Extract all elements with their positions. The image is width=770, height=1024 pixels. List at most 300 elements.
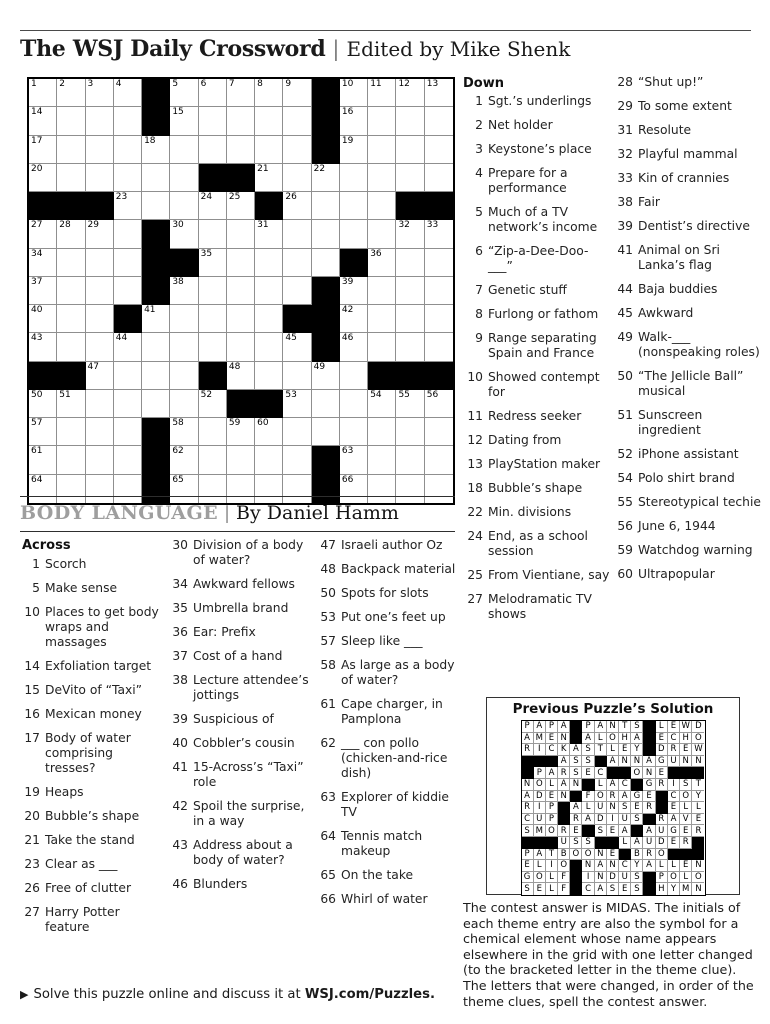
grid-cell[interactable] xyxy=(29,107,57,135)
grid-cell-black xyxy=(396,192,424,220)
solution-cell-letter: B xyxy=(631,849,643,861)
grid-cell[interactable] xyxy=(57,333,85,361)
clue-number: 59 xyxy=(617,543,633,557)
grid-cell[interactable] xyxy=(114,390,142,418)
clue-number: 63 xyxy=(320,790,336,804)
solution-cell-black xyxy=(619,849,631,861)
grid-cell[interactable] xyxy=(425,79,453,107)
solution-cell-black xyxy=(643,883,655,895)
grid-cell[interactable] xyxy=(114,418,142,446)
grid-cell[interactable] xyxy=(312,362,340,390)
grid-cell[interactable] xyxy=(283,390,311,418)
solution-cell-letter: U xyxy=(595,802,607,814)
clue-number: 42 xyxy=(172,799,188,813)
grid-cell[interactable] xyxy=(114,220,142,248)
grid-cell[interactable] xyxy=(425,249,453,277)
grid-cell[interactable] xyxy=(368,107,396,135)
grid-cell-number: 8 xyxy=(257,79,263,89)
clue-number: 27 xyxy=(24,905,40,919)
solution-cell-letter: A xyxy=(558,721,570,733)
grid-cell-black xyxy=(312,277,340,305)
grid-cell[interactable] xyxy=(283,362,311,390)
grid-cell[interactable] xyxy=(170,192,198,220)
grid-cell[interactable] xyxy=(255,136,283,164)
grid-cell[interactable] xyxy=(29,79,57,107)
grid-cell[interactable] xyxy=(170,418,198,446)
grid-cell[interactable] xyxy=(283,164,311,192)
clue-item xyxy=(168,712,315,727)
grid-cell[interactable] xyxy=(227,220,255,248)
grid-cell-black xyxy=(312,136,340,164)
clue-item xyxy=(463,118,612,133)
grid-cell[interactable] xyxy=(255,305,283,333)
grid-cell[interactable] xyxy=(86,418,114,446)
grid-cell[interactable] xyxy=(142,192,170,220)
grid-cell-number: 18 xyxy=(144,135,156,146)
grid-cell[interactable] xyxy=(340,305,368,333)
solution-cell-letter: G xyxy=(668,825,680,837)
grid-cell-black xyxy=(57,192,85,220)
clue-text: PlayStation maker xyxy=(488,457,601,471)
solution-cell-letter: D xyxy=(595,814,607,826)
grid-cell[interactable] xyxy=(425,446,453,474)
grid-cell[interactable] xyxy=(283,418,311,446)
grid-cell[interactable] xyxy=(312,220,340,248)
grid-cell[interactable] xyxy=(340,107,368,135)
grid-cell[interactable] xyxy=(199,220,227,248)
solution-cell-letter: S xyxy=(582,756,594,768)
grid-cell[interactable] xyxy=(396,277,424,305)
grid-cell[interactable] xyxy=(114,362,142,390)
grid-cell[interactable] xyxy=(114,446,142,474)
grid-cell[interactable] xyxy=(170,136,198,164)
solution-cell-black xyxy=(668,849,680,861)
grid-cell[interactable] xyxy=(86,136,114,164)
grid-cell[interactable] xyxy=(114,192,142,220)
grid-cell[interactable] xyxy=(29,418,57,446)
clue-text: Explorer of kiddie TV xyxy=(341,790,449,819)
clue-text: Free of clutter xyxy=(45,881,131,895)
clue-number: 18 xyxy=(467,481,483,495)
grid-cell[interactable] xyxy=(255,333,283,361)
solution-cell-letter: E xyxy=(619,883,631,895)
clue-item xyxy=(463,283,612,298)
grid-cell[interactable] xyxy=(29,277,57,305)
grid-cell[interactable] xyxy=(368,164,396,192)
grid-cell[interactable] xyxy=(86,333,114,361)
grid-cell[interactable] xyxy=(340,446,368,474)
grid-cell[interactable] xyxy=(170,446,198,474)
clue-item xyxy=(613,219,765,234)
solution-cell-letter: E xyxy=(656,733,668,745)
solution-cell-black xyxy=(619,767,631,779)
clue-number: 32 xyxy=(617,147,633,161)
grid-cell[interactable] xyxy=(312,249,340,277)
grid-cell-black xyxy=(227,390,255,418)
grid-cell[interactable] xyxy=(368,136,396,164)
grid-cell[interactable] xyxy=(142,390,170,418)
grid-cell-number: 42 xyxy=(341,305,354,316)
across-clues-column-1 xyxy=(20,557,166,944)
grid-cell[interactable] xyxy=(170,362,198,390)
grid-cell[interactable] xyxy=(283,220,311,248)
grid-cell[interactable] xyxy=(396,418,424,446)
solution-cell-letter: E xyxy=(546,791,558,803)
solution-cell-letter: S xyxy=(607,883,619,895)
grid-cell[interactable] xyxy=(425,107,453,135)
grid-cell[interactable] xyxy=(199,79,227,107)
grid-cell[interactable] xyxy=(340,164,368,192)
grid-cell[interactable] xyxy=(283,249,311,277)
clue-number: 58 xyxy=(320,658,336,672)
grid-cell[interactable] xyxy=(368,305,396,333)
grid-cell[interactable] xyxy=(368,277,396,305)
grid-cell-number: 17 xyxy=(31,135,43,146)
clue-text: Polo shirt brand xyxy=(638,471,735,485)
grid-cell[interactable] xyxy=(255,446,283,474)
solution-cell-letter: S xyxy=(619,802,631,814)
solution-cell-letter: L xyxy=(680,802,692,814)
grid-cell[interactable] xyxy=(57,107,85,135)
grid-cell[interactable] xyxy=(86,249,114,277)
grid-cell[interactable] xyxy=(396,390,424,418)
grid-cell[interactable] xyxy=(170,107,198,135)
grid-cell[interactable] xyxy=(142,333,170,361)
grid-cell[interactable] xyxy=(368,249,396,277)
grid-cell[interactable] xyxy=(396,446,424,474)
grid-cell[interactable] xyxy=(57,79,85,107)
clue-item xyxy=(168,538,315,568)
grid-cell[interactable] xyxy=(227,333,255,361)
grid-cell[interactable] xyxy=(86,446,114,474)
grid-cell-number: 51 xyxy=(59,389,71,400)
grid-cell[interactable] xyxy=(340,79,368,107)
grid-cell[interactable] xyxy=(283,79,311,107)
clue-text: Genetic stuff xyxy=(488,283,567,297)
solution-cell-letter: N xyxy=(692,756,704,768)
solution-cell-letter: O xyxy=(546,825,558,837)
grid-cell[interactable] xyxy=(368,418,396,446)
grid-cell[interactable] xyxy=(86,164,114,192)
grid-cell[interactable] xyxy=(227,192,255,220)
grid-cell[interactable] xyxy=(340,136,368,164)
grid-cell[interactable] xyxy=(57,164,85,192)
solution-cell-letter: M xyxy=(534,733,546,745)
solution-cell-letter: P xyxy=(546,721,558,733)
grid-cell[interactable] xyxy=(142,362,170,390)
grid-cell[interactable] xyxy=(199,277,227,305)
grid-cell[interactable] xyxy=(255,220,283,248)
grid-cell[interactable] xyxy=(199,192,227,220)
grid-cell-number: 27 xyxy=(31,220,43,231)
grid-cell[interactable] xyxy=(255,362,283,390)
grid-cell[interactable] xyxy=(227,107,255,135)
grid-cell[interactable] xyxy=(199,390,227,418)
grid-cell[interactable] xyxy=(396,249,424,277)
grid-cell-number: 63 xyxy=(341,446,354,457)
grid-cell[interactable] xyxy=(312,390,340,418)
clue-item xyxy=(168,673,315,703)
grid-cell[interactable] xyxy=(340,277,368,305)
clue-number: 51 xyxy=(617,408,633,422)
grid-cell[interactable] xyxy=(199,446,227,474)
grid-cell-number: 3 xyxy=(87,79,94,89)
clue-text: Harry Potter feature xyxy=(45,905,120,934)
grid-cell[interactable] xyxy=(114,249,142,277)
solution-cell-letter: H xyxy=(619,733,631,745)
clue-number: 13 xyxy=(467,457,483,471)
grid-cell[interactable] xyxy=(86,390,114,418)
grid-cell[interactable] xyxy=(396,333,424,361)
puzzles-link[interactable]: WSJ.com/Puzzles. xyxy=(304,987,435,1002)
grid-cell[interactable] xyxy=(29,333,57,361)
grid-cell[interactable] xyxy=(142,164,170,192)
grid-cell[interactable] xyxy=(199,136,227,164)
grid-cell[interactable] xyxy=(86,305,114,333)
grid-cell[interactable] xyxy=(312,192,340,220)
clue-text: Suspicious of xyxy=(193,712,274,726)
clue-number: 4 xyxy=(475,166,483,180)
grid-cell[interactable] xyxy=(227,305,255,333)
solution-cell-letter: U xyxy=(619,814,631,826)
grid-cell[interactable] xyxy=(227,136,255,164)
grid-cell[interactable] xyxy=(199,107,227,135)
grid-cell[interactable] xyxy=(170,220,198,248)
grid-cell[interactable] xyxy=(312,418,340,446)
grid-cell[interactable] xyxy=(340,390,368,418)
grid-cell[interactable] xyxy=(255,418,283,446)
grid-cell[interactable] xyxy=(199,333,227,361)
solution-cell-letter: N xyxy=(558,733,570,745)
solution-cell-letter: I xyxy=(534,802,546,814)
grid-cell[interactable] xyxy=(396,79,424,107)
grid-cell[interactable] xyxy=(368,192,396,220)
grid-cell[interactable] xyxy=(283,192,311,220)
grid-cell-black xyxy=(340,249,368,277)
grid-cell[interactable] xyxy=(368,79,396,107)
grid-cell[interactable] xyxy=(57,305,85,333)
grid-cell[interactable] xyxy=(114,164,142,192)
grid-cell[interactable] xyxy=(340,418,368,446)
solution-cell-letter: L xyxy=(668,860,680,872)
solution-cell-letter: T xyxy=(692,779,704,791)
grid-cell-black xyxy=(114,305,142,333)
grid-cell[interactable] xyxy=(396,305,424,333)
grid-cell[interactable] xyxy=(255,79,283,107)
solution-cell-letter: L xyxy=(692,802,704,814)
clue-text: As large as a body of water? xyxy=(341,658,455,687)
grid-cell[interactable] xyxy=(142,136,170,164)
grid-cell[interactable] xyxy=(199,305,227,333)
grid-cell[interactable] xyxy=(170,305,198,333)
solution-cell-black xyxy=(522,767,534,779)
clue-number: 50 xyxy=(320,586,336,600)
grid-cell[interactable] xyxy=(396,107,424,135)
grid-cell[interactable] xyxy=(283,136,311,164)
grid-cell[interactable] xyxy=(312,164,340,192)
clue-text: Animal on Sri Lanka’s flag xyxy=(638,243,720,272)
grid-cell[interactable] xyxy=(368,446,396,474)
clue-number: 14 xyxy=(24,659,40,673)
grid-cell[interactable] xyxy=(170,164,198,192)
grid-cell[interactable] xyxy=(368,333,396,361)
clue-number: 45 xyxy=(617,306,633,320)
solution-cell-letter: D xyxy=(692,721,704,733)
grid-cell[interactable] xyxy=(114,277,142,305)
grid-cell[interactable] xyxy=(29,390,57,418)
grid-cell[interactable] xyxy=(199,418,227,446)
grid-cell[interactable] xyxy=(283,277,311,305)
solution-cell-letter: R xyxy=(692,825,704,837)
solution-cell-letter: S xyxy=(631,883,643,895)
grid-cell[interactable] xyxy=(227,249,255,277)
solution-cell-letter: L xyxy=(619,837,631,849)
grid-cell[interactable] xyxy=(29,446,57,474)
grid-cell[interactable] xyxy=(199,249,227,277)
solution-cell-letter: L xyxy=(546,883,558,895)
grid-cell[interactable] xyxy=(425,333,453,361)
grid-cell[interactable] xyxy=(255,107,283,135)
grid-cell[interactable] xyxy=(57,390,85,418)
solution-cell-letter: S xyxy=(522,883,534,895)
clue-number: 15 xyxy=(24,683,40,697)
clue-number: 12 xyxy=(467,433,483,447)
grid-cell[interactable] xyxy=(57,249,85,277)
grid-cell[interactable] xyxy=(114,333,142,361)
grid-cell[interactable] xyxy=(227,362,255,390)
grid-cell-number: 2 xyxy=(59,79,65,89)
grid-cell[interactable] xyxy=(255,164,283,192)
grid-cell[interactable] xyxy=(396,136,424,164)
solution-cell-black xyxy=(643,744,655,756)
grid-cell[interactable] xyxy=(340,220,368,248)
clue-text: Sleep like ___ xyxy=(341,634,423,648)
grid-cell[interactable] xyxy=(57,136,85,164)
grid-cell[interactable] xyxy=(29,220,57,248)
grid-cell[interactable] xyxy=(255,249,283,277)
masthead-rule xyxy=(20,30,751,31)
grid-cell[interactable] xyxy=(425,220,453,248)
grid-cell[interactable] xyxy=(142,305,170,333)
clue-number: 50 xyxy=(617,369,633,383)
grid-cell[interactable] xyxy=(86,277,114,305)
grid-cell[interactable] xyxy=(283,107,311,135)
grid-cell[interactable] xyxy=(57,277,85,305)
grid-cell[interactable] xyxy=(425,418,453,446)
grid-cell-number: 53 xyxy=(285,389,297,400)
solution-cell-black xyxy=(595,756,607,768)
solution-cell-letter: C xyxy=(595,767,607,779)
solution-cell-letter: E xyxy=(680,860,692,872)
grid-cell[interactable] xyxy=(425,136,453,164)
grid-cell[interactable] xyxy=(340,362,368,390)
grid-cell[interactable] xyxy=(396,164,424,192)
solution-cell-letter: A xyxy=(643,860,655,872)
grid-cell[interactable] xyxy=(255,277,283,305)
grid-cell[interactable] xyxy=(170,277,198,305)
grid-cell[interactable] xyxy=(57,418,85,446)
grid-cell[interactable] xyxy=(227,79,255,107)
solution-cell-letter: O xyxy=(692,872,704,884)
clue-text: Heaps xyxy=(45,785,84,799)
grid-cell[interactable] xyxy=(86,220,114,248)
clue-number: 46 xyxy=(172,877,188,891)
solution-cell-letter: H xyxy=(680,733,692,745)
grid-cell[interactable] xyxy=(114,79,142,107)
grid-cell[interactable] xyxy=(114,136,142,164)
grid-cell[interactable] xyxy=(86,79,114,107)
solution-cell-black xyxy=(570,860,582,872)
grid-cell[interactable] xyxy=(227,446,255,474)
grid-cell[interactable] xyxy=(57,446,85,474)
grid-cell-number: 12 xyxy=(398,79,410,89)
grid-cell-black xyxy=(255,390,283,418)
grid-cell[interactable] xyxy=(227,277,255,305)
clue-text: Fair xyxy=(638,195,660,209)
grid-cell[interactable] xyxy=(340,333,368,361)
grid-cell[interactable] xyxy=(227,418,255,446)
solution-cell-letter: E xyxy=(680,825,692,837)
grid-cell[interactable] xyxy=(114,107,142,135)
grid-cell-number: 10 xyxy=(341,79,354,89)
clue-item xyxy=(316,610,462,625)
solution-cell-black xyxy=(570,791,582,803)
solution-cell-letter: G xyxy=(656,756,668,768)
clue-item xyxy=(613,519,765,534)
solution-cell-letter: D xyxy=(534,791,546,803)
clue-number: 24 xyxy=(467,529,483,543)
clue-item xyxy=(316,658,462,688)
solution-cell-black xyxy=(643,814,655,826)
solution-cell-letter: I xyxy=(546,860,558,872)
grid-cell[interactable] xyxy=(340,192,368,220)
grid-cell[interactable] xyxy=(170,79,198,107)
grid-cell[interactable] xyxy=(29,249,57,277)
grid-cell[interactable] xyxy=(86,362,114,390)
grid-cell-number: 57 xyxy=(31,418,43,429)
grid-cell[interactable] xyxy=(368,220,396,248)
grid-cell[interactable] xyxy=(29,305,57,333)
grid-cell[interactable] xyxy=(396,220,424,248)
grid-cell[interactable] xyxy=(425,390,453,418)
solution-cell-letter: O xyxy=(680,791,692,803)
grid-cell[interactable] xyxy=(57,220,85,248)
previous-solution-box xyxy=(486,697,740,895)
grid-cell-number: 60 xyxy=(257,418,269,429)
clue-item xyxy=(168,577,315,592)
clue-item xyxy=(613,369,765,399)
grid-cell[interactable] xyxy=(86,107,114,135)
clue-number: 16 xyxy=(24,707,40,721)
grid-cell[interactable] xyxy=(170,390,198,418)
grid-cell[interactable] xyxy=(283,333,311,361)
grid-cell[interactable] xyxy=(425,305,453,333)
grid-cell[interactable] xyxy=(29,136,57,164)
grid-cell[interactable] xyxy=(29,164,57,192)
grid-cell[interactable] xyxy=(368,390,396,418)
solution-cell-letter: S xyxy=(631,721,643,733)
grid-cell[interactable] xyxy=(425,164,453,192)
grid-cell[interactable] xyxy=(425,277,453,305)
clue-number: 2 xyxy=(475,118,483,132)
solution-cell-letter: C xyxy=(522,814,534,826)
grid-cell-black xyxy=(142,220,170,248)
clue-text: Prepare for a performance xyxy=(488,166,568,195)
clue-number: 41 xyxy=(617,243,633,257)
grid-cell[interactable] xyxy=(283,446,311,474)
grid-cell[interactable] xyxy=(170,333,198,361)
solution-cell-letter: N xyxy=(680,756,692,768)
